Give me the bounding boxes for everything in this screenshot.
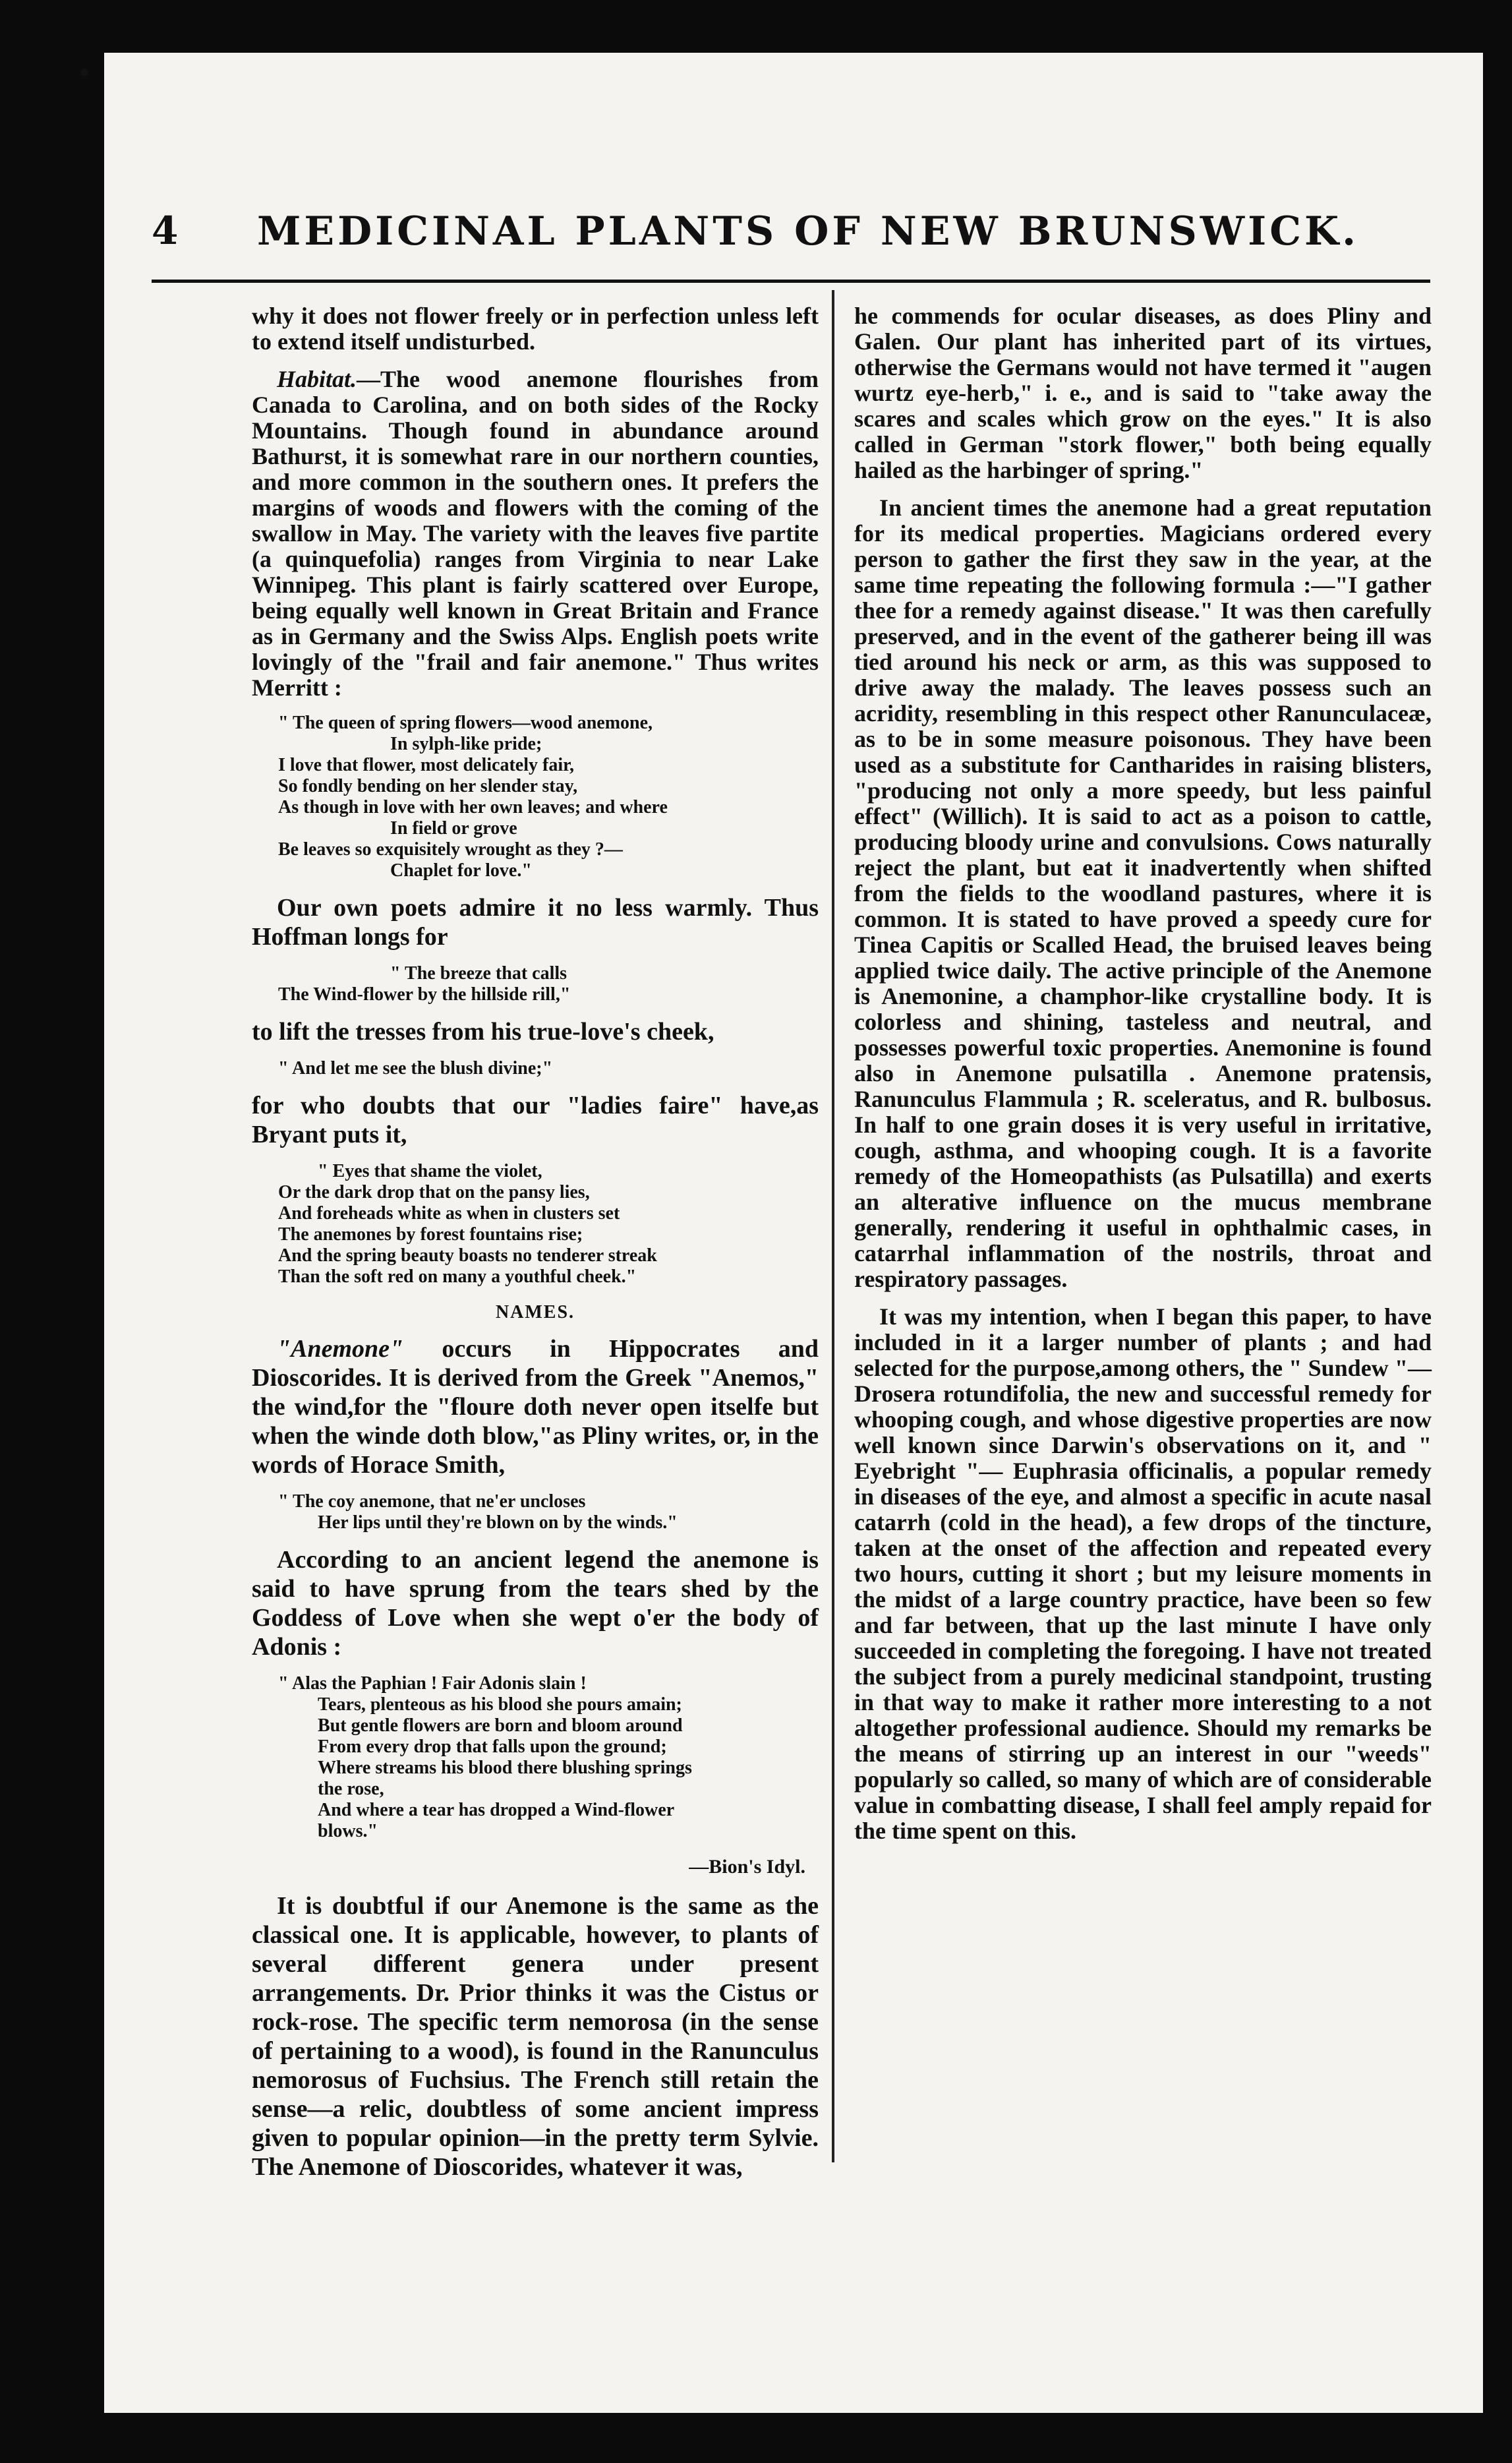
page-number: 4 — [152, 208, 179, 253]
verse-line: " And let me see the blush divine;" — [278, 1058, 553, 1079]
paragraph: It is doubtful if our Anemone is the same as the classical one. It is applicable, however, to plants of several different genera under present arrangements. Dr. Prior thinks it was the Cistus or rock-rose. The specific term nemorosa (in the sense of pertaining to a wood), is found in the Ranunculus nemorosus of Fuchsius. The French still retain the sense—a relic, doubtless of some ancient impress given to popular opinion—in the pretty term Sylvie. The Anemone of Dioscorides, whatever it was, — [252, 1892, 819, 2181]
attribution: —Bion's Idyl. — [689, 1856, 805, 1878]
poem-merritt — [278, 713, 819, 881]
paragraph: why it does not flower freely or in perfection unless left to extend itself undisturbed. — [252, 303, 819, 355]
verse-line: In sylph-like pride; — [390, 734, 542, 754]
paragraph: According to an ancient legend the anemone is said to have sprung from the tears shed by the Goddess of Love when she wept o'er the body of Adonis : — [252, 1546, 819, 1661]
scan-speck — [80, 69, 88, 76]
verse-line: Her lips until they're blown on by the winds." — [318, 1512, 678, 1533]
verse-line: The Wind-flower by the hillside rill," — [278, 984, 571, 1005]
habitat-paragraph — [252, 367, 819, 701]
section-heading-names: NAMES. — [495, 1302, 575, 1322]
verse-line: " The breeze that calls — [390, 963, 567, 984]
verse-line: From every drop that falls upon the ground; — [318, 1736, 667, 1757]
paragraph: Our own poets admire it no less warmly. Thus Hoffman longs for — [252, 894, 819, 951]
verse-line: But gentle flowers are born and bloom around — [318, 1715, 683, 1736]
verse-line: Where streams his blood there blushing springs — [318, 1758, 692, 1778]
paragraph: It was my intention, when I began this paper, to have included in it a larger number of plants ; and had selected for the purpose,among others, the " Sundew "—Drosera rotundifolia, the new and successful remedy for whooping cough, and whose digestive properties are now well known since Darwin's observations on it, and " Eyebright "— Euphrasia officinalis, a popular remedy in diseases of the eye, and almost a specific in acute nasal catarrh (cold in the head), a few drops of the tincture, taken at the onset of the affection and repeated every two hours, cutting it short ; but my leisure moments in the midst of a large country practice, have been so few and far between, that up the last minute I have only succeeded in completing the foregoing. I have not treated the subject from a purely medicinal standpoint, trusting in that way to make it rather more interesting to a not altogether professional audience. Should my remarks be the means of stirring up an interest in our "weeds" popularly so called, so many of which are of considerable value in combatting disease, I shall feel amply repaid for the time spent on this. — [854, 1303, 1432, 1844]
poem-hoffman-2 — [278, 1058, 819, 1079]
paragraph: for who doubts that our "ladies faire" have,as Bryant puts it, — [252, 1092, 819, 1148]
verse-line: I love that flower, most delicately fair, — [278, 755, 574, 775]
verse-line: The anemones by forest fountains rise; — [278, 1224, 583, 1245]
verse-line: Chaplet for love." — [390, 860, 532, 881]
verse-line: " Alas the Paphian ! Fair Adonis slain ! — [278, 1673, 587, 1694]
paragraph: he commends for ocular diseases, as does Pliny and Galen. Our plant has inherited part of its virtues, otherwise the Germans would not have termed it "augen wurtz eye-herb," i. e., and is said to "take away the scares and scales which grow on the eyes." It is also called in German "stork flower," both being equally hailed as the harbinger of spring." — [854, 303, 1432, 483]
term-anemone: "Anemone" — [277, 1335, 404, 1363]
poem-bion — [278, 1673, 819, 1842]
verse-line: Or the dark drop that on the pansy lies, — [278, 1182, 590, 1202]
verse-line: So fondly bending on her slender stay, — [278, 776, 578, 796]
left-column — [252, 303, 819, 2193]
verse-line: " Eyes that shame the violet, — [318, 1161, 542, 1181]
running-title: MEDICINAL PLANTS OF NEW BRUNSWICK. — [257, 208, 1360, 254]
page-header — [152, 204, 1483, 277]
verse-line: Tears, plenteous as his blood she pours amain; — [318, 1694, 682, 1715]
verse-line: " The coy anemone, that ne'er uncloses — [278, 1491, 586, 1512]
names-paragraph — [252, 1334, 819, 1479]
habitat-text: —The wood anemone flourishes from Canada to Carolina, and on both sides of the Rocky Mountains. Though found in abundance around Bathurst, it is somewhat rare in our northern counties, and more common in the southern ones. It prefers the margins of woods and flowers with the coming of the swallow in May. The variety with the leaves five partite (a quinquefolia) ranges from Virginia to near Lake Winnipeg. This plant is fairly scattered over Europe, being equally well known in Great Britain and France as in Germany and the Swiss Alps. English poets write lovingly of the "frail and fair anemone." Thus writes Merritt : — [252, 366, 819, 701]
header-rule — [152, 280, 1430, 283]
verse-line: Than the soft red on many a youthful cheek." — [278, 1266, 637, 1287]
verse-line: blows." — [318, 1821, 378, 1841]
habitat-label: Habitat. — [277, 366, 357, 392]
column-divider — [832, 290, 834, 2162]
verse-line: And the spring beauty boasts no tenderer streak — [278, 1245, 657, 1266]
right-column — [854, 303, 1432, 1856]
names-text: occurs in Hippocrates and Dioscorides. It is derived from the Greek "Anemos," the wind,for the "floure doth never open itselfe but when the winde doth blow,"as Pliny writes, or, in the words of Horace Smith, — [252, 1335, 819, 1479]
paragraph: to lift the tresses from his true-love's cheek, — [252, 1018, 714, 1046]
verse-line: And where a tear has dropped a Wind-flower — [318, 1800, 675, 1820]
paragraph: In ancient times the anemone had a great reputation for its medical properties. Magicians ordered every person to gather the first they saw in the year, at the same time repeating the following formula :—"I gather thee for a remedy against disease." It was then carefully preserved, and in the event of the gatherer being ill was tied around his neck or arm, as this was supposed to drive away the malady. The leaves possess such an acridity, resembling in this respect other Ranunculaceæ, as to be in some measure poisonous. They have been used as a substitute for Cantharides in raising blisters, "producing not only a more speedy, but less painful effect" (Willich). It is said to act as a poison to cattle, producing bloody urine and convulsions. Cows naturally reject the plant, but eat it inadvertently when shifted from the fields to the woodland pastures, where it is common. It is stated to have proved a speedy cure for Tinea Capitis or Scalled Head, the bruised leaves being applied twice daily. The active principle of the Anemone is Anemonine, a champhor-like crystalline body. It is colorless and shining, tasteless and neutral, and possesses powerful toxic properties. Anemonine is found also in Anemone pulsatilla . Anemone pratensis, Ranunculus Flammula ; R. sceleratus, and R. bulbosus. In half to one grain doses it is very useful in irritative, cough, asthma, and whooping cough. It is a favorite remedy of the Homeopathists (as Pulsatilla) and exerts an alterative influence on the mucus membrane generally, rendering it useful in ophthalmic cases, in catarrhal inflammation of the nostrils, throat and respiratory passages. — [854, 494, 1432, 1292]
verse-line: As though in love with her own leaves; and where — [278, 797, 668, 817]
verse-line: Be leaves so exquisitely wrought as they ?— — [278, 839, 623, 860]
poem-hoffman — [278, 963, 819, 1005]
verse-line: And foreheads white as when in clusters set — [278, 1203, 620, 1224]
verse-line: the rose, — [318, 1779, 384, 1799]
poem-smith — [278, 1491, 819, 1533]
verse-line: In field or grove — [390, 818, 517, 839]
verse-line: " The queen of spring flowers—wood anemone, — [278, 713, 653, 733]
poem-bryant — [278, 1161, 819, 1288]
